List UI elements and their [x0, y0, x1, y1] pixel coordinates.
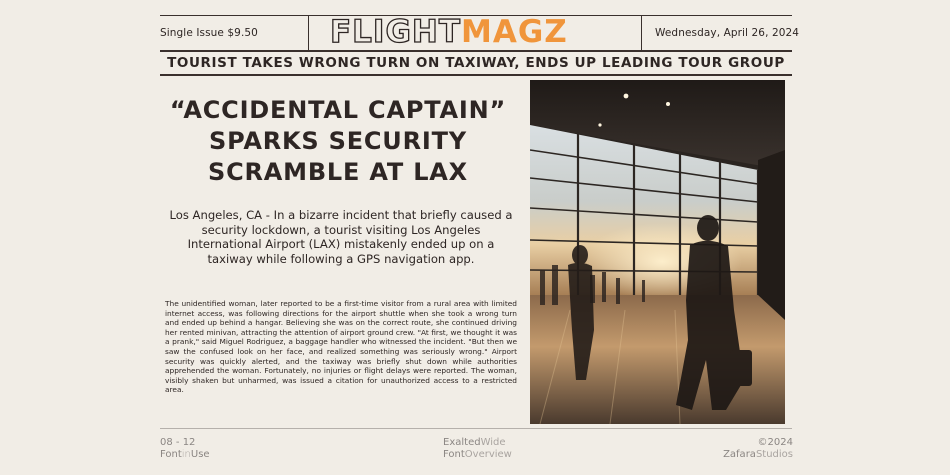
logo-magz: MAGZ [461, 14, 568, 50]
font-name: ExaltedWide [443, 437, 506, 448]
footer-rule [160, 428, 792, 429]
masthead-divider-right [641, 15, 642, 50]
footer-right [723, 437, 793, 461]
masthead-divider-left [308, 15, 309, 50]
page-range: 08 - 12 [160, 437, 196, 448]
issue-price: Single Issue $9.50 [160, 27, 258, 39]
footer-left [160, 437, 210, 461]
logo-flight: FLIGHT [330, 14, 461, 50]
footer-center [443, 437, 512, 461]
flightmagz-logo [330, 12, 622, 52]
banner-headline: TOURIST TAKES WRONG TURN ON TAXIWAY, ENDS UP LEADING TOUR GROUP [167, 55, 785, 71]
issue-date: Wednesday, April 26, 2024 [655, 27, 800, 39]
airport-terminal-photo [530, 80, 785, 424]
font-in-use: FontinUse [160, 449, 210, 460]
article-lede: Los Angeles, CA - In a bizarre incident that briefly caused a security lockdown, a tourist visiting Los Angeles International Airport (LAX) mistakenly ended up on a taxiway while following a GPS navigation app. [169, 208, 513, 266]
font-overview: FontOverview [443, 449, 512, 460]
article-body: The unidentified woman, later reported to be a first-time visitor from a rural area with limited internet access, was following directions for the airport shuttle when she took a wrong turn and ended up behind a hangar. Believing she was on the correct route, she continued driving her rented minivan, attracting the attention of airport ground crew. "At first, we thought it was a prank," said Miguel Rodriguez, a baggage handler who witnessed the incident. "But then we saw the confused look on her face, and realized something was seriously wrong." Airport security was quickly alerted, and the taxiway was briefly shut down while authorities apprehended the woman. Fortunately, no injuries or flight delays were reported. The woman, visibly shaken but unharmed, was issued a citation for unauthorized access to a restricted area. [165, 299, 517, 395]
studio-name: ZafaraStudios [723, 449, 793, 460]
banner-bottom-rule [160, 74, 792, 76]
article-headline: “ACCIDENTAL CAPTAIN” SPARKS SECURITY SCRAMBLE AT LAX [169, 96, 507, 186]
copyright: ©2024 [757, 437, 793, 448]
